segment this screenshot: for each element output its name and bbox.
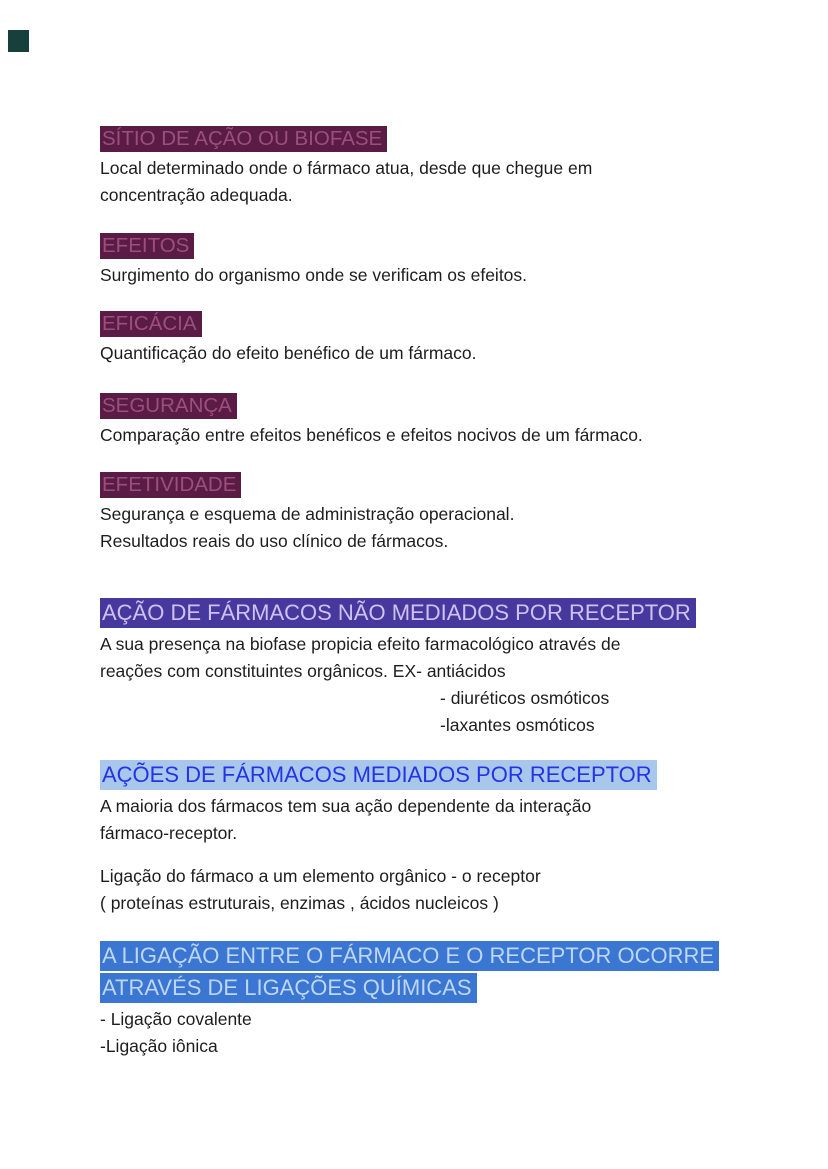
highlighted-heading: AÇÕES DE FÁRMACOS MEDIADOS POR RECEPTOR xyxy=(100,760,657,790)
section-body xyxy=(100,631,728,739)
highlighted-heading: EFEITOS xyxy=(100,233,194,259)
section-seguranca xyxy=(100,393,728,449)
section-efeitos xyxy=(100,233,728,289)
body-text-line: -Ligação iônica xyxy=(100,1036,218,1056)
highlighted-heading: EFETIVIDADE xyxy=(100,472,241,498)
body-text-line: Ligação do fármaco a um elemento orgânico - o receptor xyxy=(100,866,541,886)
indented-example-line: - diuréticos osmóticos xyxy=(440,688,610,708)
body-text-line: ( proteínas estruturais, enzimas , ácidos nucleicos ) xyxy=(100,893,499,913)
body-text-line: Comparação entre efeitos benéficos e efeitos nocivos de um fármaco. xyxy=(100,425,643,445)
body-text-line: Resultados reais do uso clínico de fármacos. xyxy=(100,531,449,551)
section-sitio-de-acao xyxy=(100,126,728,209)
body-text-line: fármaco-receptor. xyxy=(100,823,238,843)
body-text-line: A sua presença na biofase propicia efeito farmacológico através de xyxy=(100,634,621,654)
section-body xyxy=(100,422,728,449)
body-text-line: Quantificação do efeito benéfico de um fármaco. xyxy=(100,343,477,363)
section-body xyxy=(100,501,728,555)
highlighted-heading: EFICÁCIA xyxy=(100,311,202,337)
body-text-line: A maioria dos fármacos tem sua ação dependente da interação xyxy=(100,796,592,816)
body-text-line: concentração adequada. xyxy=(100,185,293,205)
section-acoes-mediados-por-receptor xyxy=(100,760,728,847)
body-text-line: - Ligação covalente xyxy=(100,1009,252,1029)
section-body xyxy=(100,1006,728,1060)
section-body xyxy=(100,340,728,367)
section-title-line xyxy=(100,598,728,628)
section-ligacoes-quimicas xyxy=(100,941,728,1060)
section-ligacao-ao-receptor xyxy=(100,863,728,917)
section-title-line xyxy=(100,973,728,1003)
indented-example-line: -laxantes osmóticos xyxy=(440,715,595,735)
section-title-line xyxy=(100,472,728,498)
section-title-line xyxy=(100,126,728,152)
body-text-line: Local determinado onde o fármaco atua, desde que chegue em xyxy=(100,158,593,178)
section-title-line xyxy=(100,311,728,337)
section-acao-nao-mediados-por-receptor xyxy=(100,598,728,739)
highlighted-heading: A LIGAÇÃO ENTRE O FÁRMACO E O RECEPTOR OCORRE xyxy=(100,941,719,971)
section-title-line xyxy=(100,760,728,790)
section-body xyxy=(100,793,728,847)
body-text-line: reações com constituintes orgânicos. EX- antiácidos xyxy=(100,661,506,681)
body-text-line: Surgimento do organismo onde se verificam os efeitos. xyxy=(100,265,528,285)
highlighted-heading: AÇÃO DE FÁRMACOS NÃO MEDIADOS POR RECEPTOR xyxy=(100,598,696,628)
section-body xyxy=(100,262,728,289)
section-eficacia xyxy=(100,311,728,367)
highlighted-heading: ATRAVÉS DE LIGAÇÕES QUÍMICAS xyxy=(100,973,477,1003)
section-title-line xyxy=(100,941,728,971)
section-body xyxy=(100,155,728,209)
highlighted-heading: SEGURANÇA xyxy=(100,393,237,419)
section-title-line xyxy=(100,233,728,259)
section-title-line xyxy=(100,393,728,419)
body-text-line: Segurança e esquema de administração operacional. xyxy=(100,504,515,524)
highlighted-heading: SÍTIO DE AÇÃO OU BIOFASE xyxy=(100,126,387,152)
section-efetividade xyxy=(100,472,728,555)
section-body xyxy=(100,863,728,917)
